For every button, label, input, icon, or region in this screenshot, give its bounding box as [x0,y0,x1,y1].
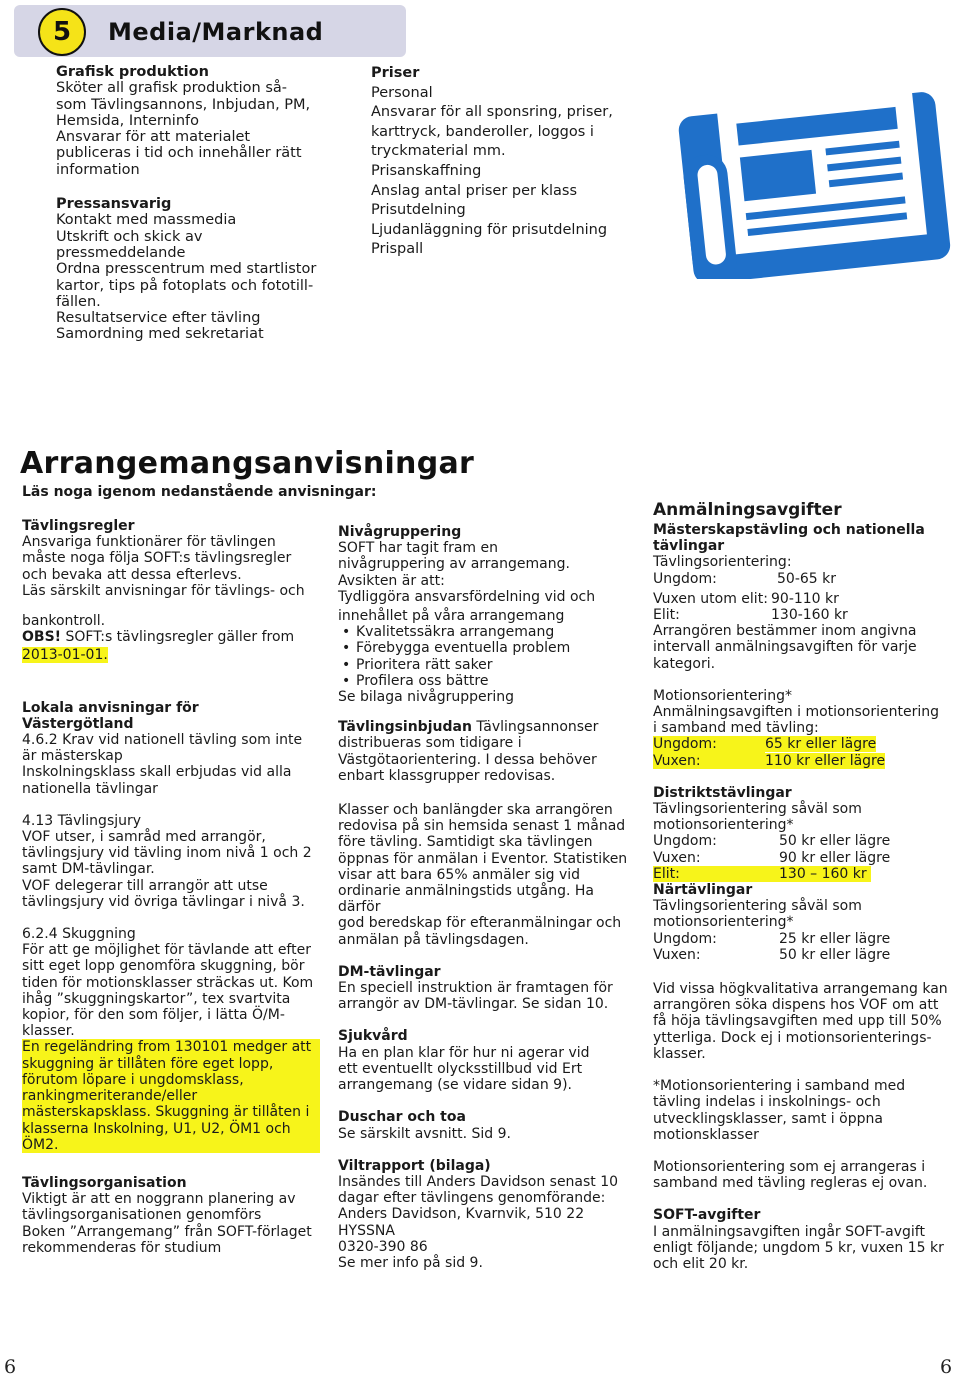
text-line: förutom löpare i ungdomsklass, [22,1071,244,1088]
text-line: information [56,161,140,178]
row-value: 90-110 kr [771,590,839,607]
avgifter-title: Anmälningsavgifter [653,500,842,520]
text-line: nationella tävlingar [22,780,158,797]
text-line: Ansvariga funktionärer för tävlingen [22,534,276,551]
text-line: före tävling. Samtidigt ska tävlingen [338,834,593,851]
text-line: klasser. [22,1023,75,1040]
niv-heading: Nivågruppering [338,524,462,540]
text-line: är mästerskap [22,748,123,765]
text-line: 4.13 Tävlingsjury [22,812,142,829]
text-line: Tävlingsannonser [471,719,599,736]
lokala-heading: Lokala anvisningar för [22,699,199,716]
priser-heading: Priser [371,65,420,81]
text-line: Tävlingsorientering såväl som [653,898,862,915]
soft-heading: SOFT-avgifter [653,1207,761,1224]
page-number-right: 6 [940,1356,953,1378]
row-value: 65 kr eller lägre [765,736,877,753]
row-value: 130 – 160 kr [779,866,871,882]
text-line: innehållet på våra arrangemang [338,608,565,625]
row-key: Ungdom: [653,736,765,752]
text-line: enligt följande; ungdom 5 kr, vuxen 15 kr [653,1239,944,1256]
text-line: karttryck, banderoller, loggos i [371,123,594,140]
text-line: intervall anmälningsavgiften för varje [653,639,917,656]
page-number-left: 6 [4,1356,17,1378]
text-line: motionsorientering* [653,817,794,834]
press-lines [56,212,356,342]
skuggning-highlight-block [22,1039,320,1152]
nar-heading: Närtävlingar [653,882,753,899]
list-item: • Förebygga eventuella problem [356,640,636,656]
row-key: Vuxen: [653,946,701,963]
text-line: Prisutdelning [371,202,466,219]
org-heading: Tävlingsorganisation [22,1174,187,1191]
text-line: samt DM-tävlingar. [22,861,155,878]
text-line: Personal [371,84,433,101]
text-line: VOF delegerar till arrangör att utse [22,877,268,894]
text-line: I anmälningsavgiften ingår SOFT-avgift [653,1223,925,1240]
text-line: pressmeddelande [56,244,186,261]
text-line: sitt eget lopp genomföra skuggning, bör [22,958,305,975]
text-line: dagar efter tävlingens genomförande: [338,1190,606,1207]
text-line: samband med tävling regleras ej ovan. [653,1175,928,1192]
text-line: skuggning är tillåten före eget lopp, [22,1055,274,1072]
media-mid-column [371,64,661,260]
text-line: HYSSNA [338,1222,395,1239]
text-line: Viktigt är att en noggrann planering av [22,1191,296,1208]
text-line: arrangemang (se vidare sidan 9). [338,1077,572,1094]
row-value: 130-160 kr [771,607,848,624]
text-line: publiceras i tid och innehåller rätt [56,145,302,162]
grafisk-heading: Grafisk produktion [56,64,209,80]
row-value: 25 kr eller lägre [779,930,891,947]
text-line: bankontroll. [22,613,106,630]
row-value: 50 kr eller lägre [779,833,891,850]
dusch-heading: Duschar och toa [338,1109,466,1126]
text-line: Ordna presscentrum med startlistor [56,261,317,278]
text-line: ÖM2. [22,1136,59,1153]
text-line: tiden för motionsklasser sträckas ut. Kom [22,974,314,991]
text-line: Ansvarar för att materialet [56,129,251,146]
text-line: och elit 20 kr. [653,1255,749,1272]
row-key: Vuxen utom elit: [653,590,768,607]
row-key: Ungdom: [653,570,717,587]
text-line: tävlingsjury vid tävling inom nivå 1 och 2 [22,845,312,862]
row-key: Elit: [653,866,779,882]
text-line: Sköter all grafisk produktion så- [56,80,287,97]
text-line: tävlingsjury vid övriga tävlingar i nivå 3. [22,893,305,910]
text-line: Ha en plan klar för hur ni agerar vid [338,1044,590,1061]
text-line: Prisanskaffning [371,162,482,179]
text-line: Prispall [371,241,424,258]
text-line: Se bilaga nivågruppering [338,689,515,706]
text-line: ett eventuellt olycksstillbud vid Ert [338,1060,583,1077]
text-line: tryckmaterial mm. [371,143,506,160]
text-line: En speciell instruktion är framtagen för [338,980,613,997]
text-line: enbart klassgrupper redovisas. [338,767,556,784]
text-line: Vid vissa högkvalitativa arrangemang kan [653,981,948,998]
text-line: kategori. [653,655,716,672]
text-line: Arrangören bestämmer inom angivna [653,623,917,640]
text-line: mästerskapsklass. Skuggning är tillåten i [22,1104,310,1121]
text-line: *Motionsorientering i samband med [653,1078,906,1095]
text-line: Hemsida, Interninfo [56,112,200,129]
text-line: Resultatservice efter tävling [56,310,261,327]
text-line: Anslag antal priser per klass [371,182,578,199]
text-line: Anders Davidson, Kvarnvik, 510 22 [338,1206,585,1223]
text-line: Tävlingsorientering: [653,554,792,571]
text-line: motionsklasser [653,1126,759,1143]
text-line: Motionsorientering* [653,687,792,704]
text-line: 6.2.4 Skuggning [22,926,136,943]
text-line: arrangören söka dispens hos VOF om att [653,997,939,1014]
col2 [338,524,636,1271]
list-item: • Kvalitetssäkra arrangemang [356,624,636,640]
row-value: 50 kr eller lägre [779,946,891,963]
text-line: Avsikten är att: [338,572,445,589]
text-line: Klasser och banlängder ska arrangören [338,802,613,819]
text-line: motionsorientering* [653,914,794,931]
text-line: SOFT har tagit fram en [338,540,498,557]
text-line: ordinarie anmälningstids utgång. Ha därför [338,883,594,916]
text-line: Västgötaorientering. I dessa behöver [338,751,597,768]
row-key: Elit: [653,607,680,624]
text-line: 0320-390 86 [338,1238,428,1255]
text-line: Läs särskilt anvisningar för tävlings- och [22,582,305,599]
lokala-heading-2: Västergötland [22,715,134,732]
text-line: måste noga följa SOFT:s tävlingsregler [22,550,292,567]
text-line: Utskrift och skick av [56,228,203,245]
text-line: klasser. [653,1045,706,1062]
text-line: ihåg ”skuggningskartor”, tex svartvita [22,990,291,1007]
text-line: Samordning med sekretariat [56,326,264,343]
col1 [22,518,322,1256]
text-line: få höja tävlingsavgiften med upp till 50% [653,1013,942,1030]
text-line: 4.6.2 Krav vid nationell tävling som inte [22,732,303,749]
text-line: Boken ”Arrangemang” från SOFT-förlaget [22,1223,312,1240]
newspaper-icon [662,64,958,279]
text-line: öppnas för anmälan i Eventor. Statistiken [338,850,628,867]
media-left-column [56,64,356,343]
text-line: En regeländring from 130101 medger att [22,1039,312,1056]
row-key: Ungdom: [653,930,717,947]
arr-subtitle: Läs noga igenom nedanstående anvisningar: [22,484,377,500]
text-line: Inskolningsklass skall erbjudas vid alla [22,764,292,781]
grafisk-lines [56,80,356,178]
text-line: anmälan på tävlingsdagen. [338,931,529,948]
sjuk-heading: Sjukvård [338,1028,408,1045]
row-key: Ungdom: [653,833,717,850]
inb-heading: Tävlingsinbjudan [338,719,472,736]
dist-heading: Distriktstävlingar [653,784,792,801]
text-line: Ansvarar för all sponsring, priser, [371,104,613,121]
highlight-date: 2013-01-01. [22,647,108,664]
list-item: • Prioritera rätt saker [356,657,636,673]
dm-heading: DM-tävlingar [338,963,441,980]
text-line: utvecklingsklasser, samt i öppna [653,1110,883,1127]
obs-label: OBS! [22,629,62,646]
text-line: distribueras som tidigare i [338,735,522,752]
text-line: som Tävlingsannons, Inbjudan, PM, [56,96,311,113]
vilt-heading: Viltrapport (bilaga) [338,1157,491,1174]
list-item: • Profilera oss bättre [356,673,636,689]
text-line: fällen. [56,293,101,310]
text-line: visar att bara 65% anmäler sig vid [338,866,581,883]
text-line: och bevaka att dessa efterlevs. [22,566,242,583]
text-line: Kontakt med massmedia [56,212,237,229]
row-value: 50-65 kr [777,570,836,587]
text-line: tävling indelas i inskolnings- och [653,1094,881,1111]
obs-text: SOFT:s tävlingsregler gäller from [61,629,295,646]
text-line: kopior, för den som följer, i lätta Ö/M- [22,1007,285,1024]
mast-heading: Mästerskapstävling och nationella tävlingar [653,522,925,555]
text-line: Se särskilt avsnitt. Sid 9. [338,1125,511,1142]
press-heading: Pressansvarig [56,196,172,213]
tr-heading: Tävlingsregler [22,518,135,534]
text-line: ytterliga. Dock ej i motionsorienterings- [653,1029,932,1046]
text-line: klasserna Inskolning, U1, U2, ÖM1 och [22,1120,291,1137]
row-value: 90 kr eller lägre [779,849,891,866]
obs-line [22,629,322,645]
text-line: nivågruppering av arrangemang. [338,556,570,573]
text-line: redovisa på sin hemsida senast 1 månad [338,818,626,835]
arr-title: Arrangemangsanvisningar [20,446,475,481]
text-line: rekommenderas för studium [22,1239,222,1256]
text-line: Tävlingsorientering såväl som [653,801,862,818]
row-key: Vuxen: [653,753,765,769]
text-line: god beredskap för efteranmälningar och [338,915,622,932]
text-line: Se mer info på sid 9. [338,1254,483,1271]
text-line: tävlingsorganisationen genomförs [22,1207,262,1224]
text-line: Motionsorientering som ej arrangeras i [653,1158,926,1175]
row-value: 110 kr eller lägre [765,752,886,769]
text-line: i samband med tävling: [653,720,819,737]
col3 [653,500,953,1272]
section-title: Media/Marknad [108,18,324,46]
text-line: Tydliggöra ansvarsfördelning vid och [338,588,596,605]
section-number-badge: 5 [38,8,86,56]
text-line: Ljudanläggning för prisutdelning [371,221,608,238]
text-line: kartor, tips på fotoplats och fototill- [56,277,314,294]
text-line: arrangör av DM-tävlingar. Se sidan 10. [338,996,609,1013]
text-line: Anmälningsavgiften i motionsorientering [653,704,939,721]
text-line: rankingmeriterande/eller [22,1088,198,1105]
niv-bullets [338,624,636,689]
row-key: Vuxen: [653,849,701,866]
text-line: För att ge möjlighet för tävlande att efter [22,942,311,959]
text-line: VOF utser, i samråd med arrangör, [22,829,266,846]
text-line: Insändes till Anders Davidson senast 10 [338,1173,619,1190]
